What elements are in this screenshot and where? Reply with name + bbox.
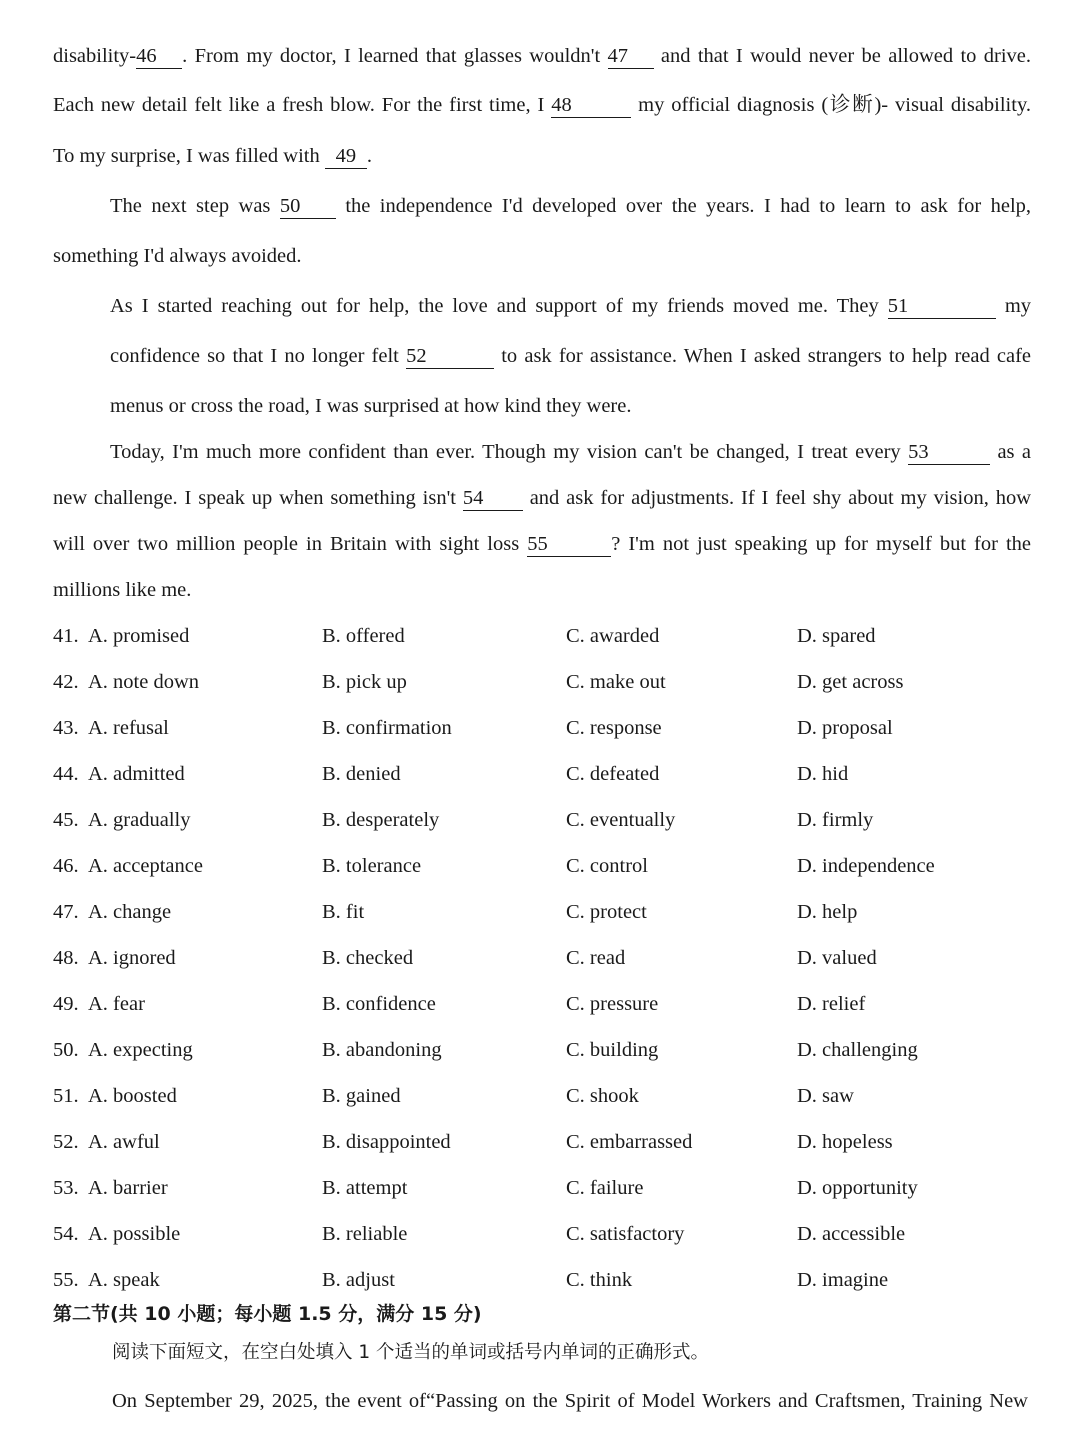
passage-text: menus or cross the road, I was surprised at how kind they were.	[110, 395, 632, 417]
option-d: D. opportunity	[797, 1177, 918, 1199]
question-number: 54.	[53, 1223, 79, 1245]
passage-text: . From my doctor, I learned that glasses wouldn't	[182, 45, 601, 67]
option-c: C. failure	[566, 1177, 644, 1199]
passage-text: something I'd always avoided.	[53, 245, 302, 267]
question-number: 43.	[53, 717, 79, 739]
passage-text: the independence I'd developed over the years. I had to learn to ask for help,	[345, 195, 1032, 217]
option-c: C. embarrassed	[566, 1131, 693, 1153]
option-b: B. gained	[322, 1085, 401, 1107]
passage-line	[110, 296, 1031, 319]
passage-text: and ask for adjustments. If I feel shy about my vision, how	[529, 487, 1031, 509]
question-number: 42.	[53, 671, 79, 693]
blank-47: 47	[608, 46, 654, 69]
passage-line	[112, 1391, 1028, 1412]
passage-text: confidence so that I no longer felt	[110, 345, 399, 367]
passage-text: Each new detail felt like a fresh blow. For the first time, I	[53, 94, 545, 116]
question-number: 41.	[53, 625, 79, 647]
question-number: 46.	[53, 855, 79, 877]
option-a: A. ignored	[88, 947, 176, 969]
option-b: B. pick up	[322, 671, 407, 693]
option-c: C. eventually	[566, 809, 676, 831]
option-d: D. accessible	[797, 1223, 906, 1245]
option-b: B. reliable	[322, 1223, 408, 1245]
blank-53: 53	[908, 442, 990, 465]
passage-line	[53, 580, 191, 601]
passage-text: my official diagnosis (诊断)- visual disability.	[638, 94, 1031, 116]
passage-line	[53, 534, 1031, 557]
question-number: 49.	[53, 993, 79, 1015]
option-b: B. confidence	[322, 993, 436, 1015]
option-c: C. satisfactory	[566, 1223, 685, 1245]
question-number: 52.	[53, 1131, 79, 1153]
passage-text: new challenge. I speak up when something isn't	[53, 487, 456, 509]
option-b: B. offered	[322, 625, 405, 647]
question-number: 50.	[53, 1039, 79, 1061]
option-d: D. help	[797, 901, 858, 923]
passage-line	[110, 442, 1031, 465]
section-instruction: 阅读下面短文，在空白处填入 1 个适当的单词或括号内单词的正确形式。	[112, 1342, 710, 1363]
passage-line	[110, 196, 1031, 219]
option-a: A. refusal	[88, 717, 169, 739]
blank-54: 54	[463, 488, 523, 511]
option-a: A. barrier	[88, 1177, 168, 1199]
option-b: B. attempt	[322, 1177, 408, 1199]
blank-51: 51	[888, 296, 996, 319]
blank-52: 52	[406, 346, 494, 369]
question-number: 44.	[53, 763, 79, 785]
passage-text: On September 29, 2025, the event of“Passing on the Spirit of Model Workers and Craftsmen, Training New	[112, 1390, 1028, 1412]
passage-line	[110, 346, 1031, 369]
option-d: D. hid	[797, 763, 849, 785]
option-b: B. checked	[322, 947, 414, 969]
option-c: C. read	[566, 947, 626, 969]
section-heading: 第二节(共 10 小题；每小题 1.5 分，满分 15 分)	[53, 1303, 482, 1325]
passage-line	[53, 95, 1031, 118]
passage-text: disability-	[53, 45, 137, 67]
option-a: A. note down	[88, 671, 200, 693]
option-c: C. defeated	[566, 763, 660, 785]
passage-line	[53, 46, 1031, 69]
option-d: D. get across	[797, 671, 904, 693]
passage-text: ? I'm not just speaking up for myself but for the	[611, 533, 1032, 555]
passage-text: will over two million people in Britain with sight loss	[53, 533, 520, 555]
option-d: D. independence	[797, 855, 935, 877]
option-a: A. expecting	[88, 1039, 193, 1061]
passage-text: Today, I'm much more confident than ever. Though my vision can't be changed, I treat every	[110, 441, 901, 463]
option-a: A. speak	[88, 1269, 160, 1291]
option-d: D. challenging	[797, 1039, 918, 1061]
passage-line	[110, 396, 631, 417]
option-a: A. possible	[88, 1223, 181, 1245]
passage-text: and that I would never be allowed to drive.	[660, 45, 1032, 67]
passage-text: As I started reaching out for help, the love and support of my friends moved me. They	[110, 295, 879, 317]
option-a: A. promised	[88, 625, 190, 647]
option-a: A. fear	[88, 993, 145, 1015]
passage-text: as a	[997, 441, 1032, 463]
option-d: D. hopeless	[797, 1131, 893, 1153]
passage-text: .	[366, 145, 372, 167]
blank-50: 50	[280, 196, 336, 219]
option-b: B. adjust	[322, 1269, 395, 1291]
question-number: 47.	[53, 901, 79, 923]
question-number: 48.	[53, 947, 79, 969]
blank-55: 55	[527, 534, 611, 557]
passage-line	[53, 246, 302, 267]
option-a: A. awful	[88, 1131, 160, 1153]
option-c: C. control	[566, 855, 648, 877]
passage-line	[53, 146, 372, 169]
passage-text: to ask for assistance. When I asked strangers to help read cafe	[501, 345, 1032, 367]
passage-text: To my surprise, I was filled with	[53, 145, 320, 167]
option-c: C. response	[566, 717, 662, 739]
passage-line	[53, 488, 1031, 511]
option-a: A. admitted	[88, 763, 185, 785]
option-d: D. spared	[797, 625, 876, 647]
option-b: B. confirmation	[322, 717, 452, 739]
option-a: A. boosted	[88, 1085, 177, 1107]
option-b: B. disappointed	[322, 1131, 451, 1153]
passage-text: millions like me.	[53, 579, 192, 601]
option-c: C. awarded	[566, 625, 660, 647]
question-number: 55.	[53, 1269, 79, 1291]
option-b: B. fit	[322, 901, 365, 923]
option-a: A. gradually	[88, 809, 191, 831]
blank-46: 46	[136, 46, 182, 69]
question-number: 45.	[53, 809, 79, 831]
question-number: 53.	[53, 1177, 79, 1199]
option-d: D. valued	[797, 947, 877, 969]
passage-text: The next step was	[110, 195, 271, 217]
option-d: D. proposal	[797, 717, 893, 739]
option-a: A. change	[88, 901, 172, 923]
option-d: D. firmly	[797, 809, 874, 831]
passage-text: my	[1004, 295, 1032, 317]
option-c: C. shook	[566, 1085, 639, 1107]
option-c: C. building	[566, 1039, 659, 1061]
question-number: 51.	[53, 1085, 79, 1107]
blank-48: 48	[551, 95, 631, 118]
option-d: D. relief	[797, 993, 866, 1015]
option-c: C. protect	[566, 901, 647, 923]
option-b: B. tolerance	[322, 855, 422, 877]
option-d: D. saw	[797, 1085, 854, 1107]
option-b: B. abandoning	[322, 1039, 442, 1061]
option-c: C. think	[566, 1269, 633, 1291]
option-d: D. imagine	[797, 1269, 889, 1291]
option-a: A. acceptance	[88, 855, 203, 877]
option-b: B. denied	[322, 763, 401, 785]
option-c: C. make out	[566, 671, 666, 693]
blank-49: 49	[325, 146, 367, 169]
option-b: B. desperately	[322, 809, 440, 831]
option-c: C. pressure	[566, 993, 659, 1015]
